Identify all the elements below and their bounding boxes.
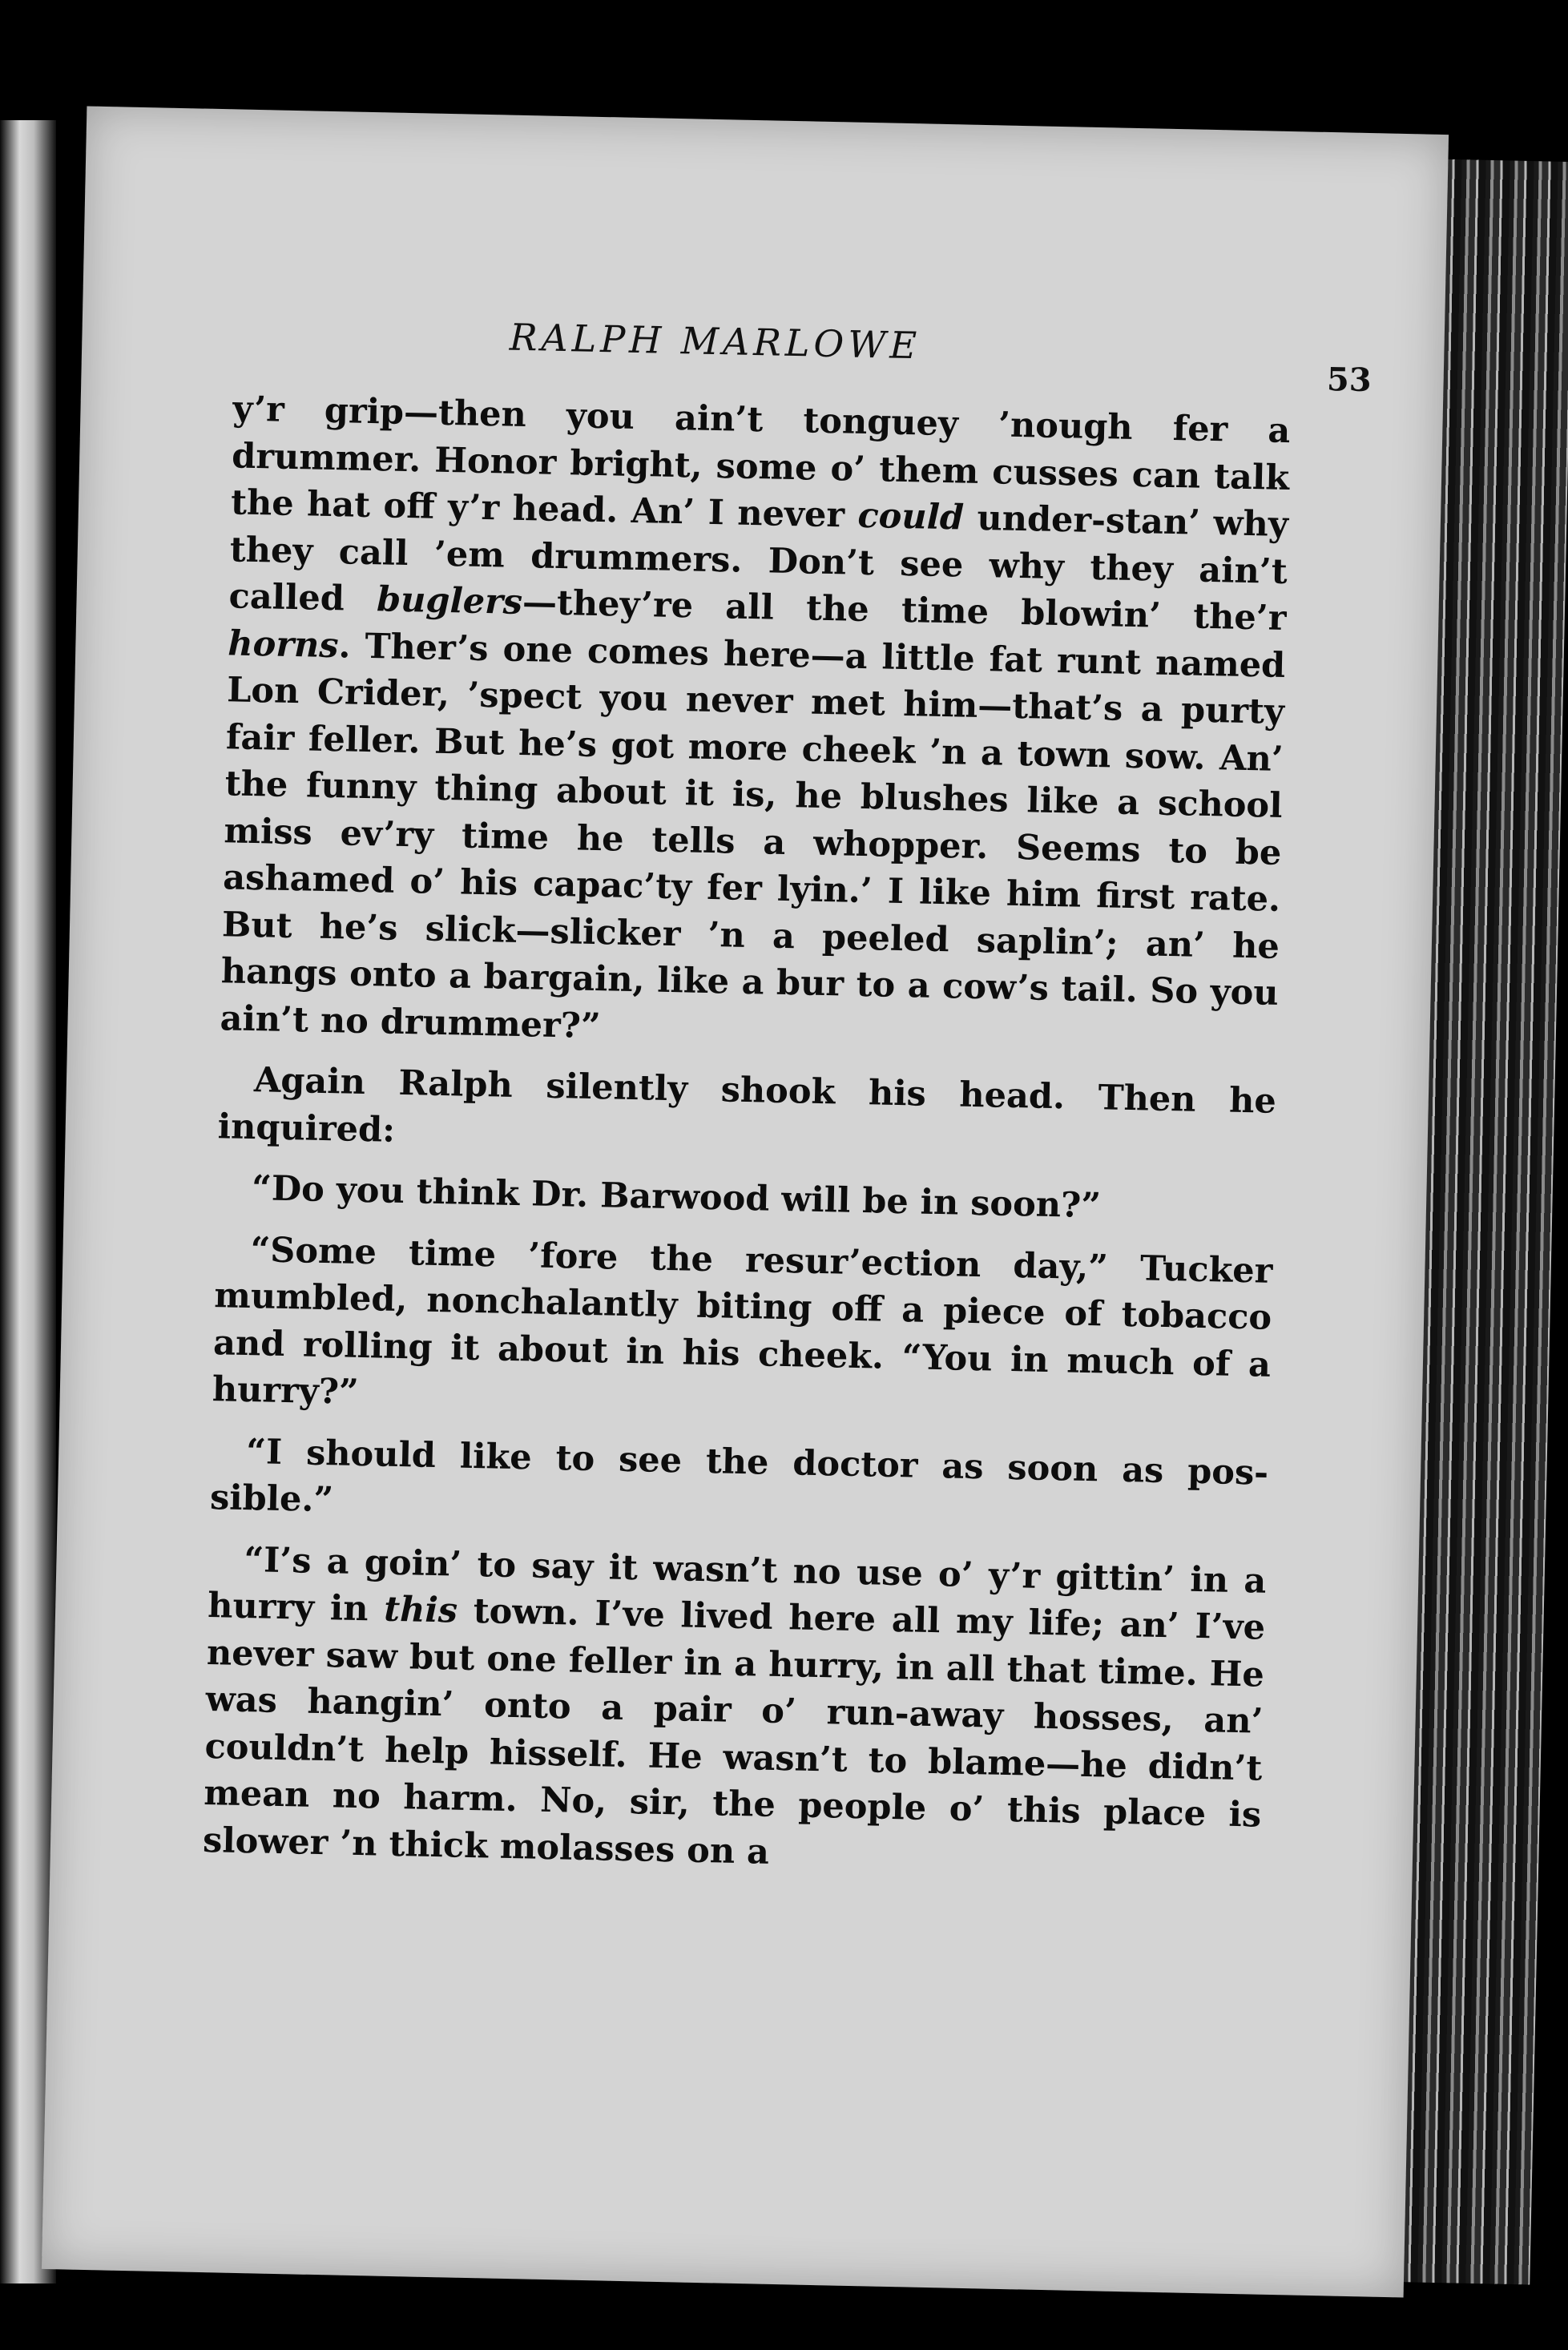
text-run: “I should like to see the doctor as soon as pos-sible.” xyxy=(209,1431,1269,1521)
paragraph xyxy=(216,1164,1275,1233)
text-run: under-stan’ why they call ’em drummers. Don’t see why they ain’t called xyxy=(228,498,1289,620)
italic-run: horns xyxy=(227,623,340,666)
text-run: “I’s a goin’ to say it wasn’t no use o’ y’r gittin’ in a hurry in xyxy=(207,1539,1267,1630)
paragraph xyxy=(210,1428,1269,1544)
page-number: 53 xyxy=(1326,360,1373,400)
text-run: y’r grip—then you ain’t tonguey ’nough fer a drummer. Honor bright, some o’ them cusses can talk the hat off y’r head. An’ I never xyxy=(230,389,1291,536)
italic-run: buglers xyxy=(376,579,523,623)
paragraph xyxy=(212,1226,1273,1436)
text-run: “Do you think Dr. Barwood will be in soon?” xyxy=(251,1168,1102,1227)
running-head: RALPH MARLOWE xyxy=(509,315,921,368)
paragraph xyxy=(220,385,1291,1063)
text-run: Again Ralph silently shook his head. Then he inquired: xyxy=(217,1060,1277,1151)
text-run: “Some time ’fore the resur’ection day,” Tucker mumbled, nonchalantly biting off a piece of tobacco and rolling it about in his cheek. “You in much of a hurry?” xyxy=(212,1229,1273,1413)
paragraph xyxy=(203,1536,1267,1886)
body-text xyxy=(202,385,1291,1900)
italic-run: this xyxy=(383,1589,458,1631)
book-page xyxy=(42,106,1449,2297)
paragraph xyxy=(217,1056,1276,1172)
italic-run: could xyxy=(857,495,965,538)
text-run: . Ther’s one comes here—a little fat runt named Lon Crider, ’spect you never met him—that’s a purty fair feller. But he’s got more cheek ’n a town sow. An’ the funny thing about it is, he blushes like a school miss ev’ry time he tells a whopper. Seems to be ashamed o’ his capac’ty fer lyin.’ I like him first rate. But he’s slick—slicker ’n a peeled saplin’; an’ he hangs onto a bargain, like a bur to a cow’s tail. So you ain’t no drummer?” xyxy=(220,625,1286,1046)
text-run: —they’re all the time blowin’ the’r xyxy=(522,582,1287,639)
text-run: town. I’ve lived here all my life; an’ I’ve never saw but one feller in a hurry, in all that time. He was hangin’ onto a pair o’ run-away hosses, an’ couldn’t help hisself. He wasn’t to blame—he didn’t mean no harm. No, sir, the people o’ this place is slower ’n thick molasses on a xyxy=(202,1590,1266,1872)
